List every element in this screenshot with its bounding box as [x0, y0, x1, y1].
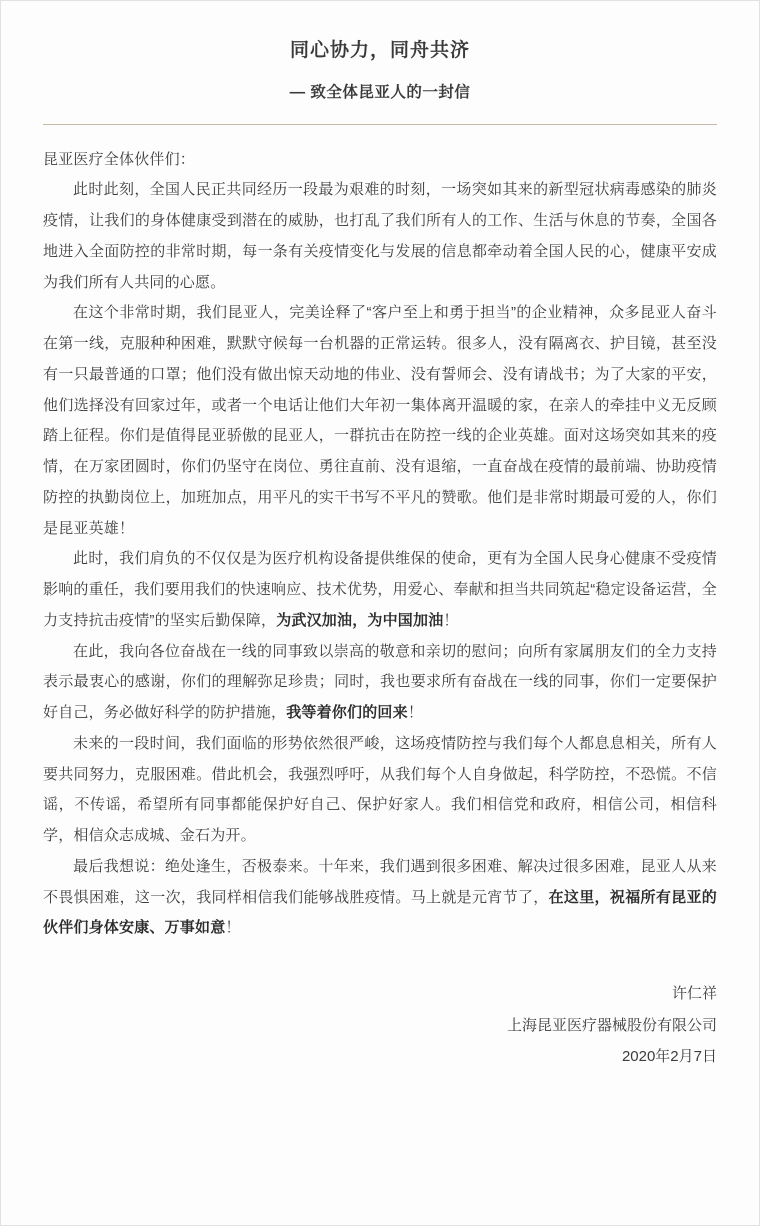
emphasis-text: 为武汉加油，为中国加油 — [276, 611, 444, 629]
paragraph-text: 此时此刻，全国人民正共同经历一段最为艰难的时刻，一场突如其来的新型冠状病毒感染的肺炎疫情，让我们的身体健康受到潜在的威胁，也打乱了我们所有人的工作、生活与休息的节奏，全国各地进入全面防控的非常时期，每一条有关疫情变化与发展的信息都牵动着全国人民的心，健康平安成为我们所有人共同的心愿。 — [43, 181, 717, 291]
letter-paragraph — [43, 544, 717, 636]
letter-paragraph — [43, 729, 717, 852]
paragraph-text: ！ — [225, 919, 241, 937]
signature-date: 2020年2月7日 — [621, 1048, 717, 1065]
letter-paragraph — [43, 852, 717, 944]
emphasis-text: 我等着你们的回来 — [286, 704, 408, 721]
paragraph-text: 未来的一段时间，我们面临的形势依然很严峻，这场疫情防控与我们每个人都息息相关，所有人要共同努力，克服困难。借此机会，我强烈呼吁，从我们每个人自身做起，科学防控，不恐慌。不信谣，不传谣，希望所有同事都能保护好自己、保护好家人。我们相信党和政府，相信公司，相信科学，相信众志成城、金石为开。 — [43, 734, 717, 844]
paragraph-text: 在这个非常时期，我们昆亚人，完美诠释了“客户至上和勇于担当”的企业精神，众多昆亚人奋斗在第一线，克服种种困难，默默守候每一台机器的正常运转。很多人，没有隔离衣、护目镜，甚至没有一只最普通的口罩；他们没有做出惊天动地的伟业、没有誓师会、没有请战书；为了大家的平安，他们选择没有回家过年，或者一个电话让他们大年初一集体离开温暖的家，在亲人的牵挂中义无反顾踏上征程。你们是值得昆亚骄傲的昆亚人，一群抗击在防控一线的企业英雄。面对这场突如其来的疫情，在万家团圆时，你们仍坚守在岗位、勇往直前、没有退缩，一直奋战在疫情的最前端、协助疫情防控的执勤岗位上，加班加点，用平凡的实干书写不平凡的赞歌。他们是非常时期最可爱的人，你们是昆亚英雄！ — [43, 304, 717, 537]
paragraph-text: ！ — [443, 611, 459, 629]
signature-company: 上海昆亚医疗器械股份有限公司 — [506, 1016, 717, 1034]
header-divider — [43, 124, 717, 125]
page-title: 同心协力，同舟共济 — [289, 40, 470, 61]
letter-paragraph — [43, 175, 717, 298]
paragraph-text: 最后我想说：绝处逢生，否极泰来。十年来，我们遇到很多困难、解决过很多困难，昆亚人从来不畏惧困难，这一次，我同样相信我们能够战胜疫情。马上就是元宵节了， — [43, 857, 717, 906]
paragraph-text: 在此，我向各位奋战在一线的同事致以崇高的敬意和亲切的慰问；向所有家属朋友们的全力支持表示最衷心的感谢，你们的理解弥足珍贵；同时，我也要求所有奋战在一线的同事，你们一定要保护好自己，务必做好科学的防护措施， — [43, 642, 717, 721]
letter-paragraph — [43, 637, 717, 729]
paragraph-text: 此时，我们肩负的不仅仅是为医疗机构设备提供维保的使命，更有为全国人民身心健康不受疫情影响的重任，我们要用我们的快速响应、技术优势，用爱心、奉献和担当共同筑起“稳定设备运营，全力支持抗击疫情”的坚实后勤保障， — [43, 550, 717, 629]
letter-body — [43, 145, 717, 945]
salutation: 昆亚医疗全体伙伴们： — [43, 150, 196, 168]
emphasis-text: 在这里，祝福所有昆亚的伙伴们身体安康、万事如意 — [43, 888, 718, 937]
letter-paragraph — [43, 298, 717, 544]
title-block — [43, 27, 717, 102]
signature-name: 许仁祥 — [671, 985, 717, 1002]
signature-block — [43, 978, 717, 1073]
paragraph-list — [43, 175, 717, 944]
paragraph-text: ！ — [407, 704, 424, 721]
page-subtitle: — 致全体昆亚人的一封信 — [289, 83, 471, 101]
